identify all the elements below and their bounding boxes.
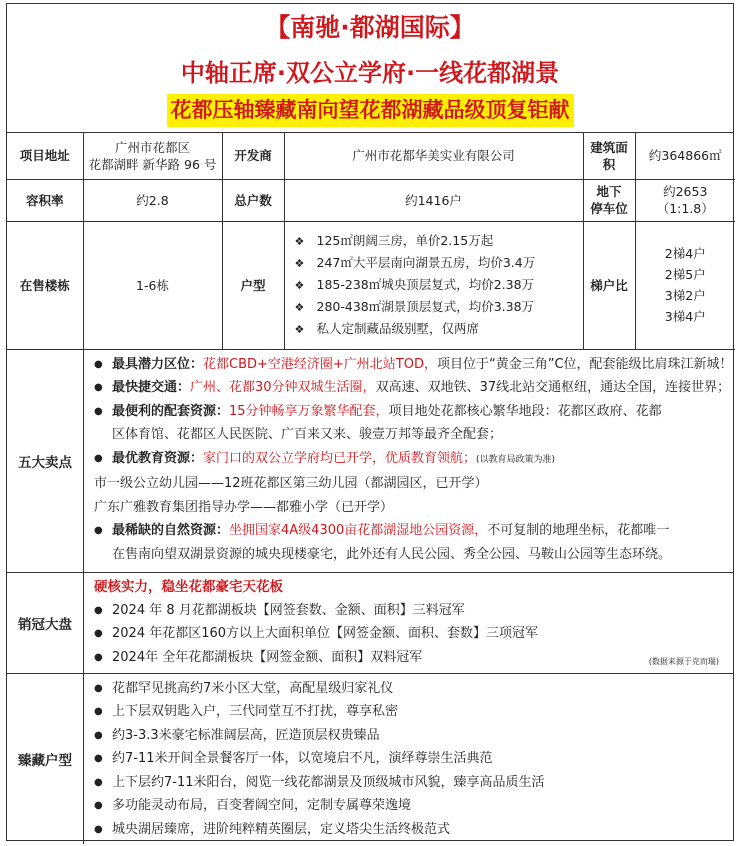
ratio-values	[635, 221, 735, 349]
area-value: 约364866㎡	[635, 133, 735, 179]
ratio-item: 3梯2户	[664, 288, 706, 303]
point-highlight: 家门口的双公立学府均已开学，优质教育领航；	[203, 450, 477, 466]
sales-item	[94, 599, 727, 623]
address-line-2: 花都湖畔 新华路 96 号	[88, 156, 217, 172]
point-title: 最稀缺的自然资源：	[112, 523, 230, 538]
data-source-note: (数据来源于克而瑞)	[648, 656, 719, 666]
bullet-icon: ●	[94, 628, 103, 639]
collection-item	[94, 677, 727, 701]
bullet-icon: ●	[94, 800, 103, 811]
parking-label	[583, 179, 635, 221]
address-line-1: 广州市花都区	[114, 139, 190, 155]
selling-points-body	[84, 350, 739, 572]
collection-item	[94, 724, 727, 748]
unit-type-item	[295, 274, 579, 296]
point-title: 最优教育资源：	[112, 450, 204, 466]
bullet-icon: ●	[94, 753, 103, 764]
point-note: (以教育局政策为准)	[476, 454, 556, 465]
unit-type-item	[295, 318, 579, 340]
section-label: 五大卖点	[7, 350, 84, 572]
buildings-label: 在售楼栋	[7, 221, 83, 349]
page-title: 【南驰·都湖国际】	[265, 13, 475, 42]
bullet-icon: ●	[94, 823, 103, 835]
point-title: 最快捷交通：	[112, 380, 191, 395]
unit-type-item	[295, 296, 579, 318]
unit-type-text: 185-238㎡城央顶层复式，均价2.38万	[316, 277, 535, 292]
diamond-bullet-icon: ❖	[294, 301, 305, 314]
buildings-value: 1-6栋	[83, 221, 222, 349]
far-value: 约2.8	[83, 179, 222, 221]
selling-point	[94, 376, 733, 400]
bullet-icon: ●	[94, 729, 103, 741]
point-text: 项目地处花都核心繁华地段：花都区政府、花都	[388, 403, 662, 419]
point-text: 不可复制的地理坐标，花都唯一	[487, 523, 670, 538]
selling-point	[94, 353, 733, 377]
collection-item	[94, 794, 727, 818]
point-text: 项目位于“黄金三角”C位，配套能级比肩珠江新城！	[437, 356, 733, 372]
bullet-icon: ●	[94, 452, 103, 464]
point-continuation: 区体育馆、花都区人民医院、广百来又来、骏壹万邦等最齐全配套；	[112, 427, 503, 442]
point-highlight: 广州、花都30分钟双城生活圈，	[190, 380, 376, 395]
diamond-bullet-icon: ❖	[294, 279, 305, 292]
bullet-icon: ●	[94, 776, 103, 788]
point-continuation: 市一级公立幼儿园——12班花都区第三幼儿园（都湖园区，已开学）	[94, 476, 488, 491]
households-label: 总户数	[222, 179, 284, 221]
bullet-icon: ●	[94, 651, 103, 663]
collection-item-text: 多功能灵动布局，百变奢阔空间，定制专属尊荣逸境	[112, 798, 412, 813]
bullet-icon: ●	[94, 604, 103, 616]
slogan: 中轴正席·双公立学府·一线花都湖景	[180, 59, 560, 87]
address-value	[83, 133, 222, 179]
unit-type-text: 125㎡朗阔三房，单价2.15万起	[316, 233, 494, 248]
section-label: 销冠大盘	[7, 573, 84, 673]
collection-section	[7, 673, 733, 844]
section-label: 臻藏户型	[7, 674, 84, 844]
developer-label: 开发商	[222, 133, 284, 179]
collection-item-text: 花都罕见挑高约7米小区大堂，高配星级归家礼仪	[112, 680, 394, 696]
unit-type-item	[295, 252, 579, 274]
sales-item	[94, 622, 727, 646]
parking-value: 约2653（1:1.8）	[635, 179, 735, 221]
collection-item-text: 城央湖居臻席，进阶纯粹精英圈层，定义塔尖生活终极范式	[112, 821, 451, 837]
ratio-item: 2梯4户	[664, 246, 706, 261]
project-sheet	[6, 3, 734, 841]
point-text: 双高速、双地铁、37线北站交通枢纽，通达全国，连接世界；	[375, 380, 731, 395]
address-label: 项目地址	[7, 133, 83, 179]
collection-item	[94, 818, 727, 842]
collection-item-text: 约3-3.3米豪宅标准阔层高，匠造顶层权贵臻品	[112, 727, 380, 743]
bullet-icon: ●	[94, 682, 103, 694]
tagline-highlight: 花都压轴臻藏南向望花都湖藏品级顶复钜献	[167, 94, 574, 127]
bullet-icon: ●	[94, 706, 103, 717]
info-row	[7, 179, 735, 221]
selling-point	[94, 447, 733, 473]
point-highlight: 坐拥国家4A级4300亩花都湖湿地公园资源，	[229, 523, 488, 538]
types-label: 户型	[222, 221, 284, 349]
parking-label-line-2: 停车位	[590, 201, 628, 216]
unit-type-item	[295, 230, 579, 252]
collection-item	[94, 771, 727, 795]
unit-type-text: 私人定制藏品级别墅，仅两席	[316, 321, 480, 336]
collection-item-text: 约7-11米开间全景餐客厅一体，以宽境启不凡，演绎尊崇生活典范	[112, 751, 493, 766]
info-row	[7, 221, 735, 349]
far-label: 容积率	[7, 179, 83, 221]
bullet-icon: ●	[94, 382, 103, 393]
sales-item-text: 2024年 全年花都湖板块【网签金额、面积】双料冠军	[112, 649, 423, 665]
selling-points-section	[7, 350, 733, 572]
ratio-item: 3梯4户	[664, 309, 706, 324]
point-continuation: 在售南向望双湖景资源的城央现楼豪宅，此外还有人民公园、秀全公园、马鞍山公园等生态环绕。	[112, 546, 672, 562]
collection-item	[94, 700, 727, 724]
sales-item	[94, 646, 727, 670]
collection-item-text: 上下层双钥匙入户，三代同堂互不打扰，尊享私密	[112, 704, 399, 719]
selling-point	[94, 400, 733, 424]
unit-type-text: 247㎡大平层南向湖景五房，均价3.4万	[316, 255, 536, 270]
unit-type-text: 280-438㎡湖景顶层复式，均价3.38万	[316, 299, 535, 314]
header	[7, 4, 733, 133]
developer-value: 广州市花都华美实业有限公司	[284, 133, 583, 179]
diamond-bullet-icon: ❖	[294, 323, 305, 336]
point-title: 最便利的配套资源：	[112, 403, 230, 419]
collection-body	[84, 674, 733, 844]
bullet-icon: ●	[94, 358, 103, 370]
sales-item-text: 2024 年花都区160方以上大面积单位【网签金额、面积、套数】三项冠军	[112, 626, 539, 641]
households-value: 约1416户	[284, 179, 583, 221]
diamond-bullet-icon: ❖	[294, 257, 305, 270]
diamond-bullet-icon: ❖	[294, 235, 305, 248]
ratio-item: 2梯5户	[664, 267, 706, 282]
unit-types-list	[284, 221, 583, 349]
area-label: 建筑面积	[583, 133, 635, 179]
selling-point	[94, 519, 733, 543]
sales-body	[84, 573, 733, 673]
parking-label-line-1: 地下	[596, 184, 622, 199]
collection-item-text: 上下层约7-11米阳台，阅览一线花都湖景及顶级城市风貌，臻享高品质生活	[112, 774, 545, 790]
info-table	[7, 133, 735, 350]
sales-champion-section	[7, 572, 733, 673]
info-row	[7, 133, 735, 179]
collection-item	[94, 747, 727, 771]
sales-headline: 硬核实力，稳坐花都豪宅天花板	[94, 578, 283, 595]
point-title: 最具潜力区位：	[112, 356, 204, 372]
point-highlight: 15分钟畅享万象繁华配套，	[229, 403, 389, 419]
sales-item-text: 2024 年 8 月花都湖板块【网签套数、金额、面积】三料冠军	[112, 602, 465, 618]
ratio-label: 梯户比	[583, 221, 635, 349]
bullet-icon: ●	[94, 525, 103, 536]
point-continuation: 广东广雅教育集团指导办学——都雅小学（已开学）	[94, 499, 394, 515]
bullet-icon: ●	[94, 405, 103, 417]
point-highlight: 花都CBD+空港经济圈+广州北站TOD，	[203, 356, 437, 372]
